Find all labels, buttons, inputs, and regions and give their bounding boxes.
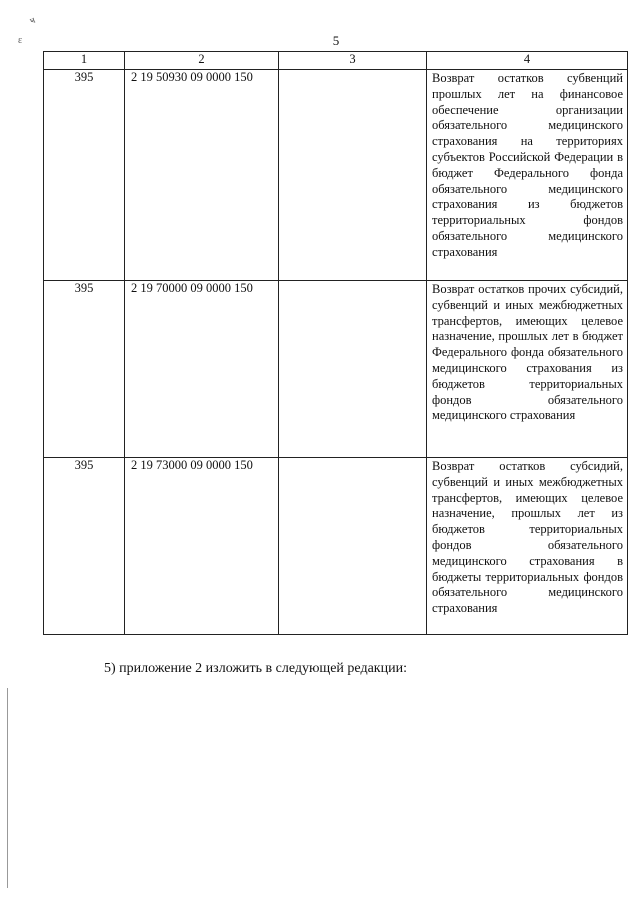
description-cell: Возврат остатков прочих субсидий, субвенций и иных межбюджетных трансфертов, имеющих целевое назначение, прошлых лет в бюджет Федерального фонда обязательного медицинского страхования из бюджетов территориальных фондов обязательного медицинского страхования [427,281,628,458]
description-cell: Возврат остатков субсидий, субвенций и иных межбюджетных трансфертов, имеющих целевое назначение, прошлых лет из бюджетов территориальных фондов обязательного медицинского страхования в бюджеты территориальных фондов обязательного медицинского страхования [427,458,628,635]
scan-artifact-mark: ɛ [18,35,23,46]
budget-code-cell: 395 [44,281,125,458]
classification-code-cell: 2 19 70000 09 0000 150 [125,281,279,458]
table-row [44,281,628,458]
classification-code-cell: 2 19 73000 09 0000 150 [125,458,279,635]
column-header-4: 4 [427,52,628,70]
description-cell: Возврат остатков субвенций прошлых лет на финансовое обеспечение организации обязательного медицинского страхования на территориях субъектов Российской Федерации в бюджет Федерального фонда обязательного медицинского страхования из бюджетов территориальных фондов обязательного медицинского страхования [427,70,628,281]
table-header-row [44,52,628,70]
amendment-paragraph: 5) приложение 2 изложить в следующей редакции: [104,661,407,676]
empty-cell [279,281,427,458]
empty-cell [279,70,427,281]
budget-code-cell: 395 [44,458,125,635]
empty-cell [279,458,427,635]
column-header-1: 1 [44,52,125,70]
table-row [44,70,628,281]
budget-code-cell: 395 [44,70,125,281]
table-row [44,458,628,635]
column-header-3: 3 [279,52,427,70]
page-number: 5 [332,33,340,48]
budget-classification-table [43,51,628,635]
column-header-2: 2 [125,52,279,70]
classification-code-cell: 2 19 50930 09 0000 150 [125,70,279,281]
scan-edge-line [7,688,8,888]
scan-artifact-mark: ҹ [28,14,37,27]
